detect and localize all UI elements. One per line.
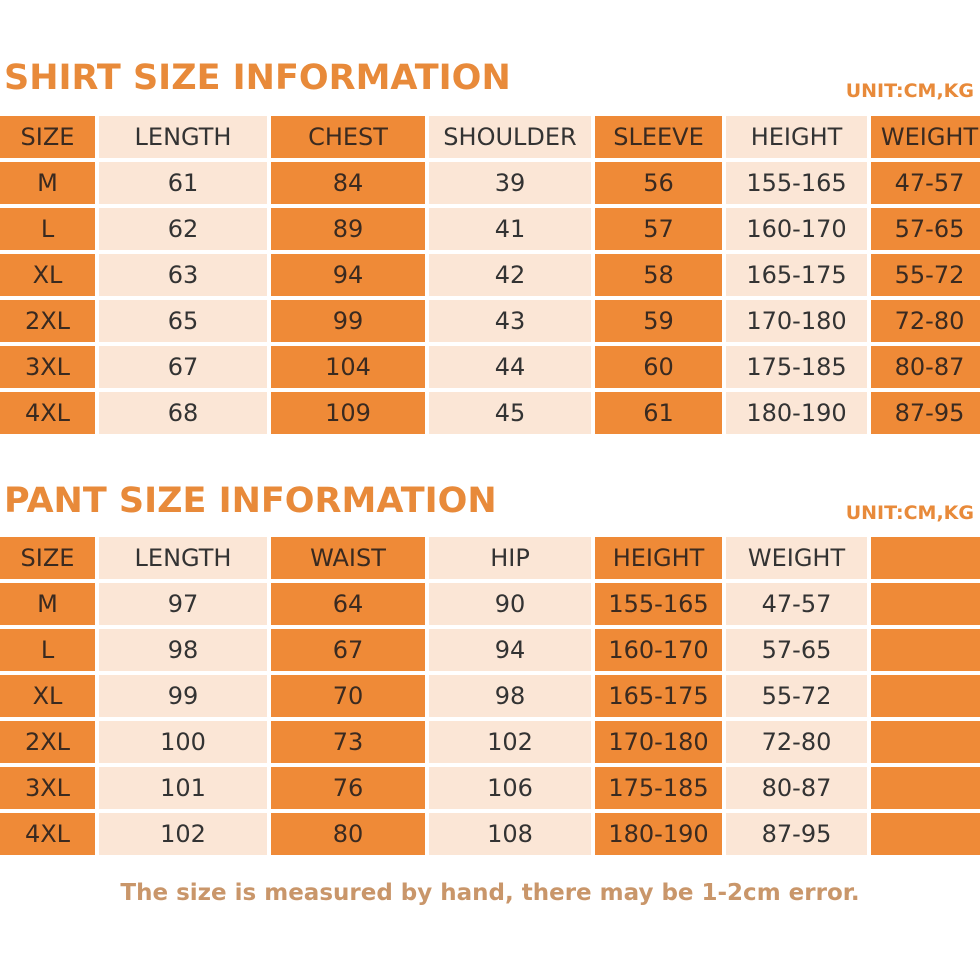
- table-cell: 104: [271, 346, 425, 388]
- table-row: [0, 300, 980, 342]
- column-header: HIP: [429, 537, 591, 579]
- table-row: [0, 675, 980, 717]
- table-cell: 98: [99, 629, 267, 671]
- table-row: [0, 392, 980, 434]
- table-cell: 4XL: [0, 813, 95, 855]
- table-cell: 59: [595, 300, 722, 342]
- table-cell: 155-165: [595, 583, 722, 625]
- table-cell: 47-57: [726, 583, 867, 625]
- table-cell: 87-95: [871, 392, 980, 434]
- table-cell: 89: [271, 208, 425, 250]
- pant-size-table: [0, 537, 980, 855]
- table-cell: 165-175: [595, 675, 722, 717]
- shirt-size-table: [0, 116, 980, 434]
- table-cell: 72-80: [726, 721, 867, 763]
- table-cell: 67: [271, 629, 425, 671]
- table-cell: 2XL: [0, 721, 95, 763]
- column-header: SLEEVE: [595, 116, 722, 158]
- table-cell: 175-185: [726, 346, 867, 388]
- column-header: LENGTH: [99, 116, 267, 158]
- table-cell: XL: [0, 675, 95, 717]
- table-cell: 57-65: [726, 629, 867, 671]
- column-header: WEIGHT: [726, 537, 867, 579]
- table-cell: 57: [595, 208, 722, 250]
- shirt-title: SHIRT SIZE INFORMATION: [4, 58, 511, 98]
- table-cell: 73: [271, 721, 425, 763]
- table-cell: 58: [595, 254, 722, 296]
- column-header: HEIGHT: [595, 537, 722, 579]
- table-cell: [871, 629, 980, 671]
- table-cell: 94: [271, 254, 425, 296]
- table-cell: 80-87: [871, 346, 980, 388]
- table-row: [0, 813, 980, 855]
- table-cell: 61: [595, 392, 722, 434]
- table-cell: 170-180: [595, 721, 722, 763]
- column-header: HEIGHT: [726, 116, 867, 158]
- table-cell: [871, 675, 980, 717]
- table-cell: L: [0, 629, 95, 671]
- table-cell: 180-190: [595, 813, 722, 855]
- header-row: [0, 116, 980, 158]
- table-cell: 80-87: [726, 767, 867, 809]
- column-header: LENGTH: [99, 537, 267, 579]
- column-header: [871, 537, 980, 579]
- table-cell: 68: [99, 392, 267, 434]
- table-cell: 109: [271, 392, 425, 434]
- column-header: SHOULDER: [429, 116, 591, 158]
- table-cell: 160-170: [726, 208, 867, 250]
- table-cell: 170-180: [726, 300, 867, 342]
- table-row: [0, 583, 980, 625]
- table-cell: 2XL: [0, 300, 95, 342]
- table-cell: 99: [271, 300, 425, 342]
- table-cell: 55-72: [871, 254, 980, 296]
- table-cell: 64: [271, 583, 425, 625]
- table-cell: [871, 813, 980, 855]
- table-cell: [871, 721, 980, 763]
- table-row: [0, 346, 980, 388]
- table-cell: [871, 767, 980, 809]
- table-cell: 65: [99, 300, 267, 342]
- table-cell: 101: [99, 767, 267, 809]
- table-cell: 43: [429, 300, 591, 342]
- table-cell: 102: [99, 813, 267, 855]
- table-row: [0, 629, 980, 671]
- table-cell: 84: [271, 162, 425, 204]
- table-cell: 97: [99, 583, 267, 625]
- table-row: [0, 254, 980, 296]
- pant-title: PANT SIZE INFORMATION: [4, 481, 497, 521]
- column-header: WEIGHT: [871, 116, 980, 158]
- table-cell: 47-57: [871, 162, 980, 204]
- table-cell: 67: [99, 346, 267, 388]
- header-row: [0, 537, 980, 579]
- table-cell: 80: [271, 813, 425, 855]
- table-cell: 45: [429, 392, 591, 434]
- table-cell: [871, 583, 980, 625]
- table-cell: 90: [429, 583, 591, 625]
- column-header: CHEST: [271, 116, 425, 158]
- table-cell: 175-185: [595, 767, 722, 809]
- table-cell: 4XL: [0, 392, 95, 434]
- table-cell: 180-190: [726, 392, 867, 434]
- table-cell: 55-72: [726, 675, 867, 717]
- table-cell: 165-175: [726, 254, 867, 296]
- table-cell: 72-80: [871, 300, 980, 342]
- table-cell: 63: [99, 254, 267, 296]
- table-cell: 42: [429, 254, 591, 296]
- column-header: WAIST: [271, 537, 425, 579]
- shirt-unit: UNIT:CM,KG: [845, 80, 974, 102]
- table-cell: 39: [429, 162, 591, 204]
- column-header: SIZE: [0, 116, 95, 158]
- table-cell: 3XL: [0, 767, 95, 809]
- table-cell: 100: [99, 721, 267, 763]
- table-cell: 44: [429, 346, 591, 388]
- table-cell: 70: [271, 675, 425, 717]
- table-cell: 76: [271, 767, 425, 809]
- table-cell: XL: [0, 254, 95, 296]
- table-cell: 98: [429, 675, 591, 717]
- table-cell: 57-65: [871, 208, 980, 250]
- table-cell: M: [0, 583, 95, 625]
- table-cell: 108: [429, 813, 591, 855]
- column-header: SIZE: [0, 537, 95, 579]
- table-cell: 56: [595, 162, 722, 204]
- table-cell: 94: [429, 629, 591, 671]
- table-cell: 60: [595, 346, 722, 388]
- table-row: [0, 162, 980, 204]
- table-cell: 62: [99, 208, 267, 250]
- table-row: [0, 208, 980, 250]
- table-row: [0, 767, 980, 809]
- table-cell: 155-165: [726, 162, 867, 204]
- table-cell: 61: [99, 162, 267, 204]
- table-cell: 102: [429, 721, 591, 763]
- table-row: [0, 721, 980, 763]
- table-cell: 3XL: [0, 346, 95, 388]
- table-cell: L: [0, 208, 95, 250]
- table-cell: 99: [99, 675, 267, 717]
- table-cell: 41: [429, 208, 591, 250]
- table-cell: 87-95: [726, 813, 867, 855]
- measurement-note: The size is measured by hand, there may be 1-2cm error.: [120, 880, 860, 906]
- pant-unit: UNIT:CM,KG: [845, 502, 974, 524]
- table-cell: M: [0, 162, 95, 204]
- table-cell: 106: [429, 767, 591, 809]
- table-cell: 160-170: [595, 629, 722, 671]
